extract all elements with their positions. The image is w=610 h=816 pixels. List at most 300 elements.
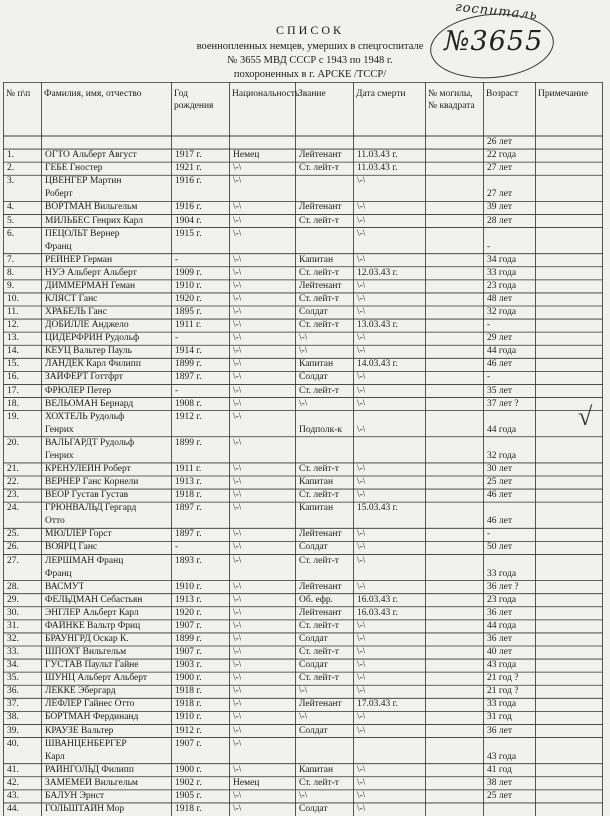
cell-n: 21. xyxy=(7,463,19,474)
cell-date: \-\ xyxy=(357,477,366,488)
cell-date: 15.03.43 г. xyxy=(357,503,398,514)
cell-date: 14.03.43 г. xyxy=(357,359,398,370)
column-header-grave: № могилы, № квадрата xyxy=(428,89,475,111)
cell-rank: Лейтенант xyxy=(299,150,342,161)
cell-date: \-\ xyxy=(357,633,366,644)
cell-age: 40 лет xyxy=(487,647,512,658)
cell-rank: Ст. лейт-т xyxy=(299,385,339,396)
cell-rank: Солдат xyxy=(299,372,328,383)
cell-year: 1899 г. xyxy=(175,359,202,370)
cell-nat: \-\ xyxy=(233,228,242,239)
cell-date: \-\ xyxy=(357,293,366,304)
cell-date: 16.03.43 г. xyxy=(357,607,398,618)
cell-age: 46 лет xyxy=(487,359,512,370)
cell-date: \-\ xyxy=(357,542,366,553)
cell-name: ЛЕККЕ Эбергард xyxy=(45,686,116,697)
cell-age: - xyxy=(487,372,491,383)
cell-age: 30 лет xyxy=(487,463,512,474)
cell-year: 1921 г. xyxy=(175,163,202,174)
cell-year: 1900 г. xyxy=(175,673,202,684)
cell-age: 39 лет xyxy=(487,202,512,213)
cell-name: ЛЕРШМАН Франц xyxy=(45,555,124,566)
cell-n: 29. xyxy=(7,594,19,605)
cell-year: 1910 г. xyxy=(175,581,202,592)
cell-nat: \-\ xyxy=(233,490,242,501)
cell-name: РЕЙНЕР Герман xyxy=(45,254,113,265)
cell-nat: \-\ xyxy=(233,555,242,566)
cell-rank: Ст. лейт-т xyxy=(299,620,339,631)
cell-name: ХРАБЕЛЬ Ганс xyxy=(45,307,107,318)
cell-age: 32 года xyxy=(487,307,517,318)
cell-rank: Ст. лейт-т xyxy=(299,555,339,566)
cell-date: 13.03.43 г. xyxy=(357,320,398,331)
cell-year: 1893 г. xyxy=(175,555,202,566)
check-mark: √ xyxy=(578,402,593,431)
cell-name: Карл xyxy=(45,751,65,762)
cell-name: Отто xyxy=(45,516,65,527)
cell-year: - xyxy=(175,385,179,396)
cell-name: Франц xyxy=(45,241,72,252)
cell-name: ЛЕФЛЕР Гайнес Отто xyxy=(45,699,135,710)
cell-nat: \-\ xyxy=(233,620,242,631)
cell-rank: Солдат xyxy=(299,542,328,553)
cell-name: ЗАМЕМЕЙ Вильгельм xyxy=(45,777,138,788)
cell-rank: Капитан xyxy=(299,477,334,488)
cell-year: 1911 г. xyxy=(175,463,202,474)
cell-name: Франц xyxy=(45,568,72,579)
cell-name: ЦВЕНГЕР Мартин xyxy=(45,176,122,187)
cell-date: \-\ xyxy=(357,372,366,383)
cell-year: 1920 г. xyxy=(175,607,202,618)
cell-date: \-\ xyxy=(357,725,366,736)
cell-date: \-\ xyxy=(357,764,366,775)
cell-nat: \-\ xyxy=(233,176,242,187)
cell-n: 39. xyxy=(7,725,19,736)
cell-nat: \-\ xyxy=(233,202,242,213)
cell-age: 33 года xyxy=(487,568,517,579)
cell-year: 1907 г. xyxy=(175,738,202,749)
cell-nat: \-\ xyxy=(233,254,242,265)
cell-year: 1910 г. xyxy=(175,712,202,723)
cell-name: МЮЛЛЕР Горст xyxy=(45,529,112,540)
cell-nat: \-\ xyxy=(233,607,242,618)
cell-date: \-\ xyxy=(357,803,366,814)
cell-n: 27. xyxy=(7,555,19,566)
cell-nat: \-\ xyxy=(233,673,242,684)
cell-n: 2. xyxy=(7,163,15,174)
cell-age: 44 года xyxy=(487,424,517,435)
cell-nat: \-\ xyxy=(233,372,242,383)
cell-date: 11.03.43 г. xyxy=(357,150,398,161)
cell-age: 44 года xyxy=(487,346,517,357)
cell-name: ОГТО Альберт Август xyxy=(45,150,137,161)
cell-name: ВОЯРЦ Ганс xyxy=(45,542,98,553)
cell-rank: \-\ xyxy=(299,712,308,723)
cell-year: 1905 г. xyxy=(175,790,202,801)
cell-year: 1907 г. xyxy=(175,647,202,658)
cell-age: 37 лет ? xyxy=(487,398,519,409)
cell-year: 1916 г. xyxy=(175,176,202,187)
cell-n: 15. xyxy=(7,359,19,370)
cell-age: - xyxy=(487,320,491,331)
cell-date: \-\ xyxy=(357,202,366,213)
cell-n: 23. xyxy=(7,490,19,501)
cell-date: \-\ xyxy=(357,686,366,697)
cell-n: 30. xyxy=(7,607,19,618)
cell-n: 32. xyxy=(7,633,19,644)
cell-name: ЦИДЕРФРИН Рудольф xyxy=(45,333,140,344)
cell-date: \-\ xyxy=(357,280,366,291)
cell-nat: \-\ xyxy=(233,320,242,331)
column-header-rank: Звание xyxy=(298,89,326,99)
cell-name: Роберт xyxy=(45,189,73,200)
cell-age: 29 лет xyxy=(487,333,512,344)
cell-n: 28. xyxy=(7,581,19,592)
cell-n: 37. xyxy=(7,699,19,710)
cell-date: \-\ xyxy=(357,660,366,671)
cell-name: ГУСТАВ Паульт Гайне xyxy=(45,660,139,671)
cell-date: \-\ xyxy=(357,215,366,226)
cell-nat: \-\ xyxy=(233,647,242,658)
document-title: СПИСОК xyxy=(275,23,344,37)
handwritten-note: госпиталь xyxy=(454,0,539,24)
cell-age: 25 лет xyxy=(487,477,512,488)
cell-rank: Об. ефр. xyxy=(299,594,334,605)
cell-date: \-\ xyxy=(357,790,366,801)
cell-n: 13. xyxy=(7,333,19,344)
cell-nat: \-\ xyxy=(233,385,242,396)
cell-name: ВАСМУТ xyxy=(45,581,85,592)
cell-name: ЭНГЛЕР Альберт Карл xyxy=(45,607,139,618)
column-header-year: Год рождения xyxy=(174,89,214,111)
title-line-1: военнопленных немцев, умерших в спецгоспитале xyxy=(196,41,424,52)
cell-n: 44. xyxy=(7,803,19,814)
cell-date: 17.03.43 г. xyxy=(357,699,398,710)
cell-nat: \-\ xyxy=(233,477,242,488)
cell-year: 1918 г. xyxy=(175,803,202,814)
column-header-nat: Национальность xyxy=(232,89,300,99)
cell-name: ВЕОР Густав Густав xyxy=(45,490,129,501)
cell-name: ШВАНЦЕНБЕРГЕР xyxy=(45,738,127,749)
cell-name: ВОРТМАН Вильгельм xyxy=(45,202,138,213)
cell-rank: Капитан xyxy=(299,359,334,370)
cell-rank: Ст. лейт-т xyxy=(299,463,339,474)
cell-date: 12.03.43 г. xyxy=(357,267,398,278)
cell-age: 22 года xyxy=(487,150,517,161)
cell-name: КЕУЦ Вальтер Пауль xyxy=(45,346,132,357)
cell-year: 1899 г. xyxy=(175,633,202,644)
cell-year: 1910 г. xyxy=(175,280,202,291)
cell-n: 6. xyxy=(7,228,15,239)
cell-date: 11.03.43 г. xyxy=(357,163,398,174)
cell-age: 41 год xyxy=(487,764,512,775)
cell-year: 1902 г. xyxy=(175,777,202,788)
cell-n: 16. xyxy=(7,372,19,383)
cell-age: 50 лет xyxy=(487,542,512,553)
cell-name: ВЕЛЬОМАН Бернард xyxy=(45,398,134,409)
cell-name: КЛЯСТ Ганс xyxy=(45,293,98,304)
cell-nat: \-\ xyxy=(233,529,242,540)
cell-name: НУЭ Альберт Альберт xyxy=(45,267,137,278)
cell-rank: Ст. лейт-т xyxy=(299,777,339,788)
cell-date: \-\ xyxy=(357,307,366,318)
cell-nat: \-\ xyxy=(233,163,242,174)
cell-year: 1899 г. xyxy=(175,437,202,448)
cell-date: \-\ xyxy=(357,529,366,540)
cell-n: 20. xyxy=(7,437,19,448)
cell-name: ХОХТЕЛЬ Рудольф xyxy=(45,411,125,422)
cell-nat: \-\ xyxy=(233,503,242,514)
cell-date: \-\ xyxy=(357,620,366,631)
cell-n: 42. xyxy=(7,777,19,788)
column-header-age: Возраст xyxy=(486,89,519,99)
cell-age: 27 лет xyxy=(487,189,512,200)
cell-rank: \-\ xyxy=(299,790,308,801)
cell-age: 32 года xyxy=(487,450,517,461)
cell-nat: \-\ xyxy=(233,398,242,409)
cell-age: 21 год ? xyxy=(487,673,519,684)
cell-nat: \-\ xyxy=(233,411,242,422)
cell-nat: Немец xyxy=(233,777,260,788)
cell-name: ФАЙНКЕ Вальтр Фриц xyxy=(45,620,141,631)
cell-year: 1912 г. xyxy=(175,411,202,422)
cell-n: 8. xyxy=(7,267,15,278)
cell-nat: \-\ xyxy=(233,790,242,801)
cell-nat: \-\ xyxy=(233,712,242,723)
cell-date: \-\ xyxy=(357,777,366,788)
cell-n: 36. xyxy=(7,686,19,697)
cell-year: - xyxy=(175,254,179,265)
cell-nat: \-\ xyxy=(233,437,242,448)
cell-rank: Ст. лейт-т xyxy=(299,647,339,658)
cell-age: 33 года xyxy=(487,267,517,278)
cell-age: 35 лет xyxy=(487,385,512,396)
cell-nat: \-\ xyxy=(233,293,242,304)
cell-year: 1904 г. xyxy=(175,215,202,226)
cell-year: 1895 г. xyxy=(175,307,202,318)
column-header-note: Примечание xyxy=(538,89,589,99)
cell-name: ГЕБЕ Гностер xyxy=(45,163,103,174)
cell-rank: Солдат xyxy=(299,307,328,318)
cell-year: 1913 г. xyxy=(175,594,202,605)
cell-age: - xyxy=(487,529,491,540)
cell-n: 31. xyxy=(7,620,19,631)
cell-rank: Ст. лейт-т xyxy=(299,320,339,331)
cell-nat: \-\ xyxy=(233,686,242,697)
cell-date: \-\ xyxy=(357,490,366,501)
cell-nat: \-\ xyxy=(233,333,242,344)
cell-age: 36 лет xyxy=(487,607,512,618)
cell-rank: Лейтенант xyxy=(299,280,342,291)
cell-year: 1912 г. xyxy=(175,725,202,736)
cell-n: 17. xyxy=(7,385,19,396)
cell-name: ФЕЛЬДМАН Себастьян xyxy=(45,594,143,605)
cell-date: 16.03.43 г. xyxy=(357,594,398,605)
cell-name: КРЕНУЛЕЙН Роберт xyxy=(45,463,131,474)
column-header-num: № п\п xyxy=(6,89,31,99)
cell-name: БАЛУН Эрнст xyxy=(45,790,105,801)
cell-name: ВЕРНЕР Ганс Корнели xyxy=(45,477,139,488)
cell-n: 5. xyxy=(7,215,15,226)
cell-name: ДИММЕРМАН Геман xyxy=(45,280,136,291)
cell-name: ШУНЦ Альберт Альберт xyxy=(45,673,148,684)
cell-name: ВАЛЬГАРДТ Рудольф xyxy=(45,437,135,448)
cell-year: 1918 г. xyxy=(175,686,202,697)
cell-n: 35. xyxy=(7,673,19,684)
column-header-name: Фамилия, имя, отчество xyxy=(44,89,142,99)
cell-date: \-\ xyxy=(357,346,366,357)
cell-name: КРАУЗЕ Вальтер xyxy=(45,725,114,736)
cell-year: 1897 г. xyxy=(175,503,202,514)
cell-rank: \-\ xyxy=(299,398,308,409)
cell-year: 1918 г. xyxy=(175,490,202,501)
title-line-2: № 3655 МВД СССР с 1943 по 1948 г. xyxy=(227,55,393,66)
cell-rank: Лейтенант xyxy=(299,699,342,710)
cell-age: 23 года xyxy=(487,594,517,605)
cell-rank: Подполк-к xyxy=(299,424,343,435)
cell-rank: Лейтенант xyxy=(299,581,342,592)
cell-n: 3. xyxy=(7,176,15,187)
cell-n: 38. xyxy=(7,712,19,723)
cell-age: 23 года xyxy=(487,280,517,291)
cell-rank: Лейтенант xyxy=(299,529,342,540)
cell-age: 25 лет xyxy=(487,790,512,801)
cell-n: 22. xyxy=(7,477,19,488)
cell-name: ШПОХТ Вильгельм xyxy=(45,647,127,658)
cell-year: 1917 г. xyxy=(175,150,202,161)
cell-name: МИЛЬБЕС Генрих Карл xyxy=(45,215,143,226)
cell-age: 21 год ? xyxy=(487,686,519,697)
cell-age: 48 лет xyxy=(487,293,512,304)
cell-nat: \-\ xyxy=(233,725,242,736)
cell-nat: \-\ xyxy=(233,463,242,474)
cell-name: ГРЮНВАЛЬД Гергард xyxy=(45,503,137,514)
cell-date: \-\ xyxy=(357,333,366,344)
cell-name: ЗАЙФЕРТ Готтфрт xyxy=(45,372,123,383)
cell-nat: \-\ xyxy=(233,633,242,644)
cell-year: 1920 г. xyxy=(175,293,202,304)
cell-n: 10. xyxy=(7,293,19,304)
cell-age: 33 года xyxy=(487,699,517,710)
cell-name: ЛАНДЕК Карл Филипп xyxy=(45,359,141,370)
cell-nat: \-\ xyxy=(233,280,242,291)
cell-name: ГОЛЬШТАЙН Мор xyxy=(45,803,125,814)
cell-nat: \-\ xyxy=(233,764,242,775)
cell-rank: Солдат xyxy=(299,803,328,814)
cell-n: 19. xyxy=(7,411,19,422)
cell-nat: \-\ xyxy=(233,359,242,370)
cell-n: 34. xyxy=(7,660,19,671)
cell-date: \-\ xyxy=(357,254,366,265)
cell-n: 25. xyxy=(7,529,19,540)
cell-nat: Немец xyxy=(233,150,260,161)
cell-name: БРАУНГРД Оскар К. xyxy=(45,633,129,644)
cell-n: 24. xyxy=(7,503,19,514)
title-line-3: похороненных в г. АРСКЕ /ТССР/ xyxy=(233,69,387,80)
cell-n: 1. xyxy=(7,150,15,161)
cell-n: 43. xyxy=(7,790,19,801)
cell-date: \-\ xyxy=(357,424,366,435)
cell-nat: \-\ xyxy=(233,594,242,605)
handwritten-number: №3655 xyxy=(444,26,544,57)
cell-rank: Ст. лейт-т xyxy=(299,673,339,684)
cell-rank: Лейтенант xyxy=(299,607,342,618)
cell-age: 34 года xyxy=(487,254,517,265)
cell-date: \-\ xyxy=(357,176,366,187)
cell-rank: Ст. лейт-т xyxy=(299,490,339,501)
cell-year: 1918 г. xyxy=(175,699,202,710)
cell-rank: Капитан xyxy=(299,254,334,265)
cell-rank: Солдат xyxy=(299,633,328,644)
cell-year: 1909 г. xyxy=(175,267,202,278)
cell-age: 26 лет xyxy=(487,137,512,148)
column-header-date: Дата смерти xyxy=(356,89,406,99)
cell-nat: \-\ xyxy=(233,542,242,553)
cell-year: 1900 г. xyxy=(175,764,202,775)
cell-date: \-\ xyxy=(357,647,366,658)
cell-year: 1897 г. xyxy=(175,529,202,540)
cell-n: 40. xyxy=(7,738,19,749)
cell-year: - xyxy=(175,542,179,553)
cell-year: 1915 г. xyxy=(175,228,202,239)
cell-n: 14. xyxy=(7,346,19,357)
cell-n: 33. xyxy=(7,647,19,658)
cell-rank: Капитан xyxy=(299,764,334,775)
cell-name: Генрих xyxy=(45,450,74,461)
cell-date: \-\ xyxy=(357,385,366,396)
cell-year: 1913 г. xyxy=(175,477,202,488)
cell-n: 4. xyxy=(7,202,15,213)
cell-nat: \-\ xyxy=(233,803,242,814)
cell-year: 1911 г. xyxy=(175,320,202,331)
cell-age: 31 год xyxy=(487,712,512,723)
cell-n: 11. xyxy=(7,307,19,318)
cell-rank: Солдат xyxy=(299,725,328,736)
cell-n: 9. xyxy=(7,280,15,291)
cell-rank: Ст. лейт-т xyxy=(299,293,339,304)
cell-rank: \-\ xyxy=(299,333,308,344)
cell-age: 44 года xyxy=(487,620,517,631)
cell-year: - xyxy=(175,333,179,344)
cell-age: 27 лет xyxy=(487,163,512,174)
cell-name: Генрих xyxy=(45,424,74,435)
cell-rank: Ст. лейт-т xyxy=(299,215,339,226)
cell-nat: \-\ xyxy=(233,738,242,749)
cell-n: 26. xyxy=(7,542,19,553)
cell-year: 1908 г. xyxy=(175,398,202,409)
cell-rank: Ст. лейт-т xyxy=(299,267,339,278)
cell-age: 28 лет xyxy=(487,215,512,226)
cell-nat: \-\ xyxy=(233,346,242,357)
cell-name: РАЙНГОЛЬД Филипп xyxy=(45,764,134,775)
cell-age: 46 лет xyxy=(487,490,512,501)
cell-age: 43 года xyxy=(487,660,517,671)
cell-name: БОРТМАН Фердинанд xyxy=(45,712,139,723)
cell-age: 36 лет ? xyxy=(487,581,519,592)
cell-rank: Солдат xyxy=(299,660,328,671)
cell-n: 12. xyxy=(7,320,19,331)
cell-date: \-\ xyxy=(357,555,366,566)
cell-date: \-\ xyxy=(357,463,366,474)
cell-age: 43 года xyxy=(487,751,517,762)
cell-nat: \-\ xyxy=(233,307,242,318)
cell-nat: \-\ xyxy=(233,699,242,710)
cell-nat: \-\ xyxy=(233,581,242,592)
cell-nat: \-\ xyxy=(233,267,242,278)
cell-date: \-\ xyxy=(357,228,366,239)
cell-date: \-\ xyxy=(357,398,366,409)
cell-rank: \-\ xyxy=(299,346,308,357)
